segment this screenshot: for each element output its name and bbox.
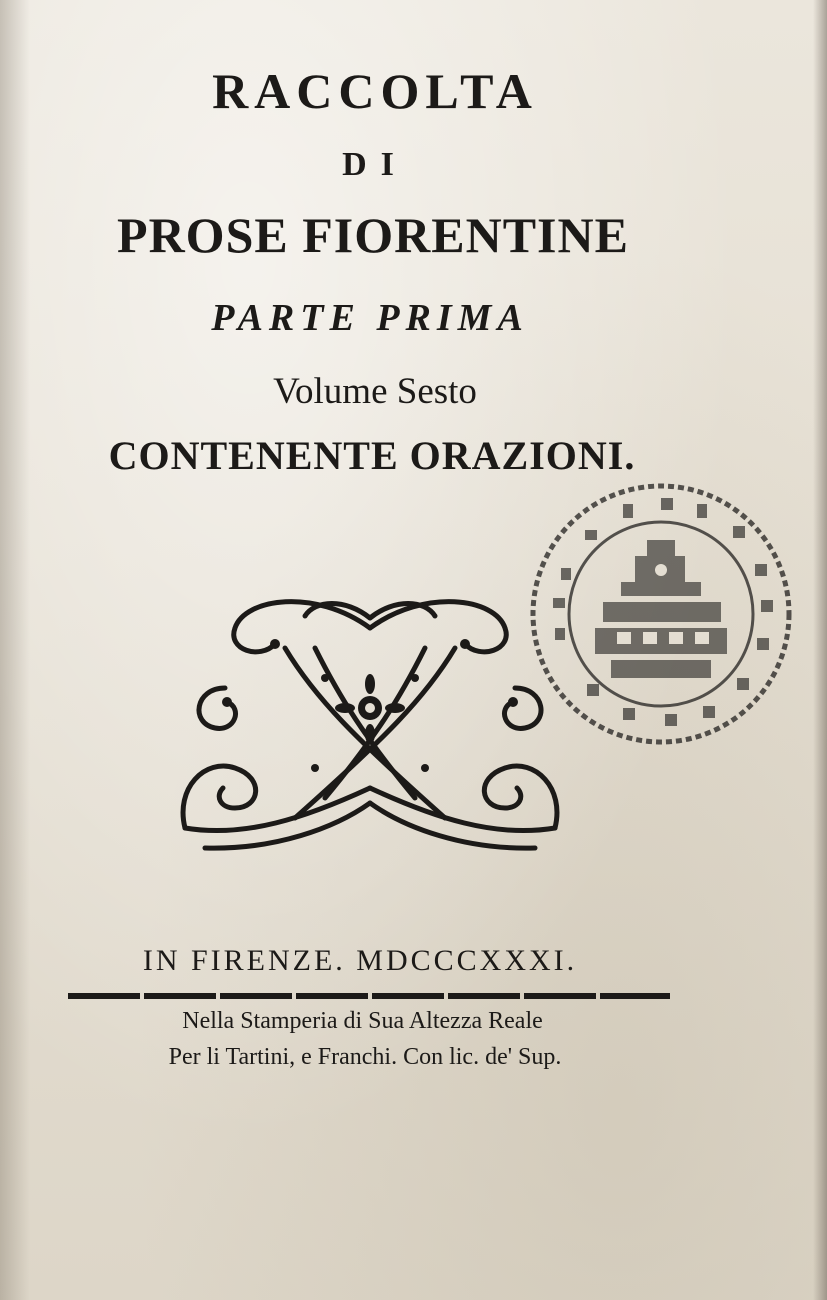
contents-label: CONTENENTE ORAZIONI.	[108, 433, 636, 478]
printer-line-2: Per li Tartini, e Franchi. Con lic. de' Sup.	[168, 1044, 562, 1070]
printer-line-1: Nella Stamperia di Sua Altezza Reale	[182, 1008, 543, 1034]
dashed-divider	[68, 993, 670, 999]
imprint-place-date: IN FIRENZE. MDCCCXXXI.	[142, 944, 578, 977]
book-subtitle: PROSE FIORENTINE	[117, 207, 629, 263]
part-label: PARTE PRIMA	[211, 297, 529, 339]
floral-ornament-icon	[165, 588, 575, 858]
book-title: RACCOLTA	[212, 63, 538, 119]
connector-di: DI	[342, 146, 408, 183]
volume-label: Volume Sesto	[273, 371, 477, 412]
